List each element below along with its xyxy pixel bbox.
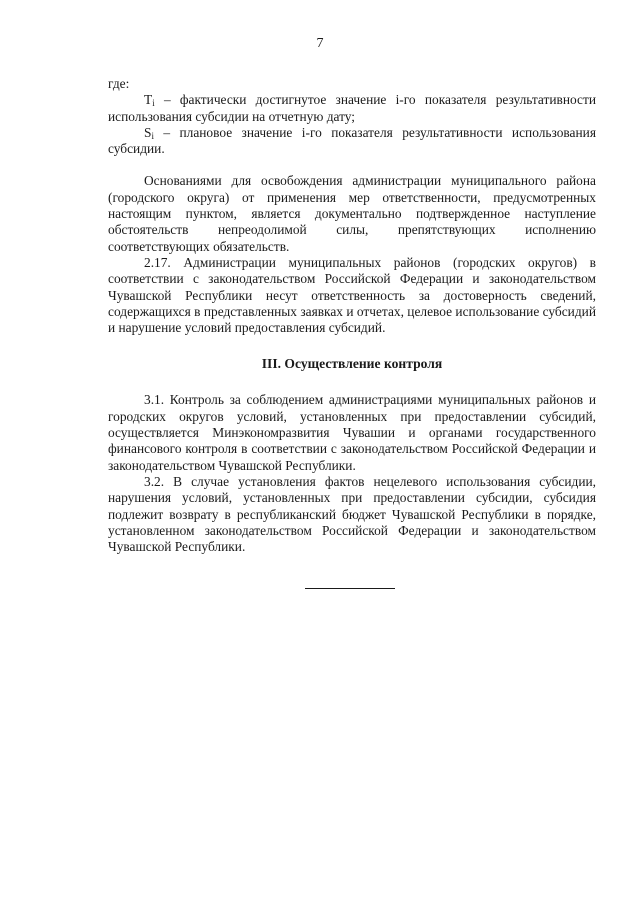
t-symbol: T: [144, 92, 153, 108]
end-of-document-rule: [305, 588, 395, 589]
t-subscript: i: [152, 98, 155, 109]
s-description: – плановое значение i-го показателя результативности использования субсидии.: [108, 124, 596, 157]
section-heading: III. Осуществление контроля: [261, 356, 443, 372]
t-description: – фактически достигнутое значение i-го показателя результативности использования субсидии на отчетную дату;: [108, 92, 596, 124]
formula-where-label: где:: [108, 76, 130, 91]
paragraph-2-17: 2.17. Администрации муниципальных районов (городских округов) в соответствии с законодательством Российской Федерации и законодательством Чувашской Республики несут ответственность за достоверность сведений, содержащихся в представленных заявках и отчетах, целевое использование субсидий и нарушение условий предоставления субсидий.: [108, 254, 596, 336]
paragraph-3-2: 3.2. В случае установления фактов нецелевого использования субсидии, нарушения условий, установленных при предоставлении субсидии, субсидия подлежит возврату в республиканский бюджет Чувашской Республики в порядке, установленном законодательством Российской Федерации и законодательством Чувашской Республики.: [108, 473, 596, 555]
formula-legend-s: [108, 125, 596, 158]
s-symbol: S: [144, 124, 152, 140]
formula-legend-t: [108, 92, 596, 125]
s-subscript: i: [151, 130, 154, 141]
page-number: 7: [316, 36, 324, 51]
paragraph-force-majeure: Основаниями для освобождения администрации муниципального района (городского округа) от применения мер ответственности, предусмотренных настоящим пунктом, является документально подтвержденное наступление обстоятельств непреодолимой силы, препятствующих исполнению соответствующих обязательств.: [108, 173, 596, 254]
paragraph-3-1: 3.1. Контроль за соблюдением администрациями муниципальных районов и городских округов условий, установленных при предоставлении субсидий, осуществляется Минэкономразвития Чувашии и органами государственного финансового контроля в соответствии с законодательством Российской Федерации и законодательством Чувашской Республики.: [108, 392, 596, 473]
document-body: [108, 76, 596, 555]
